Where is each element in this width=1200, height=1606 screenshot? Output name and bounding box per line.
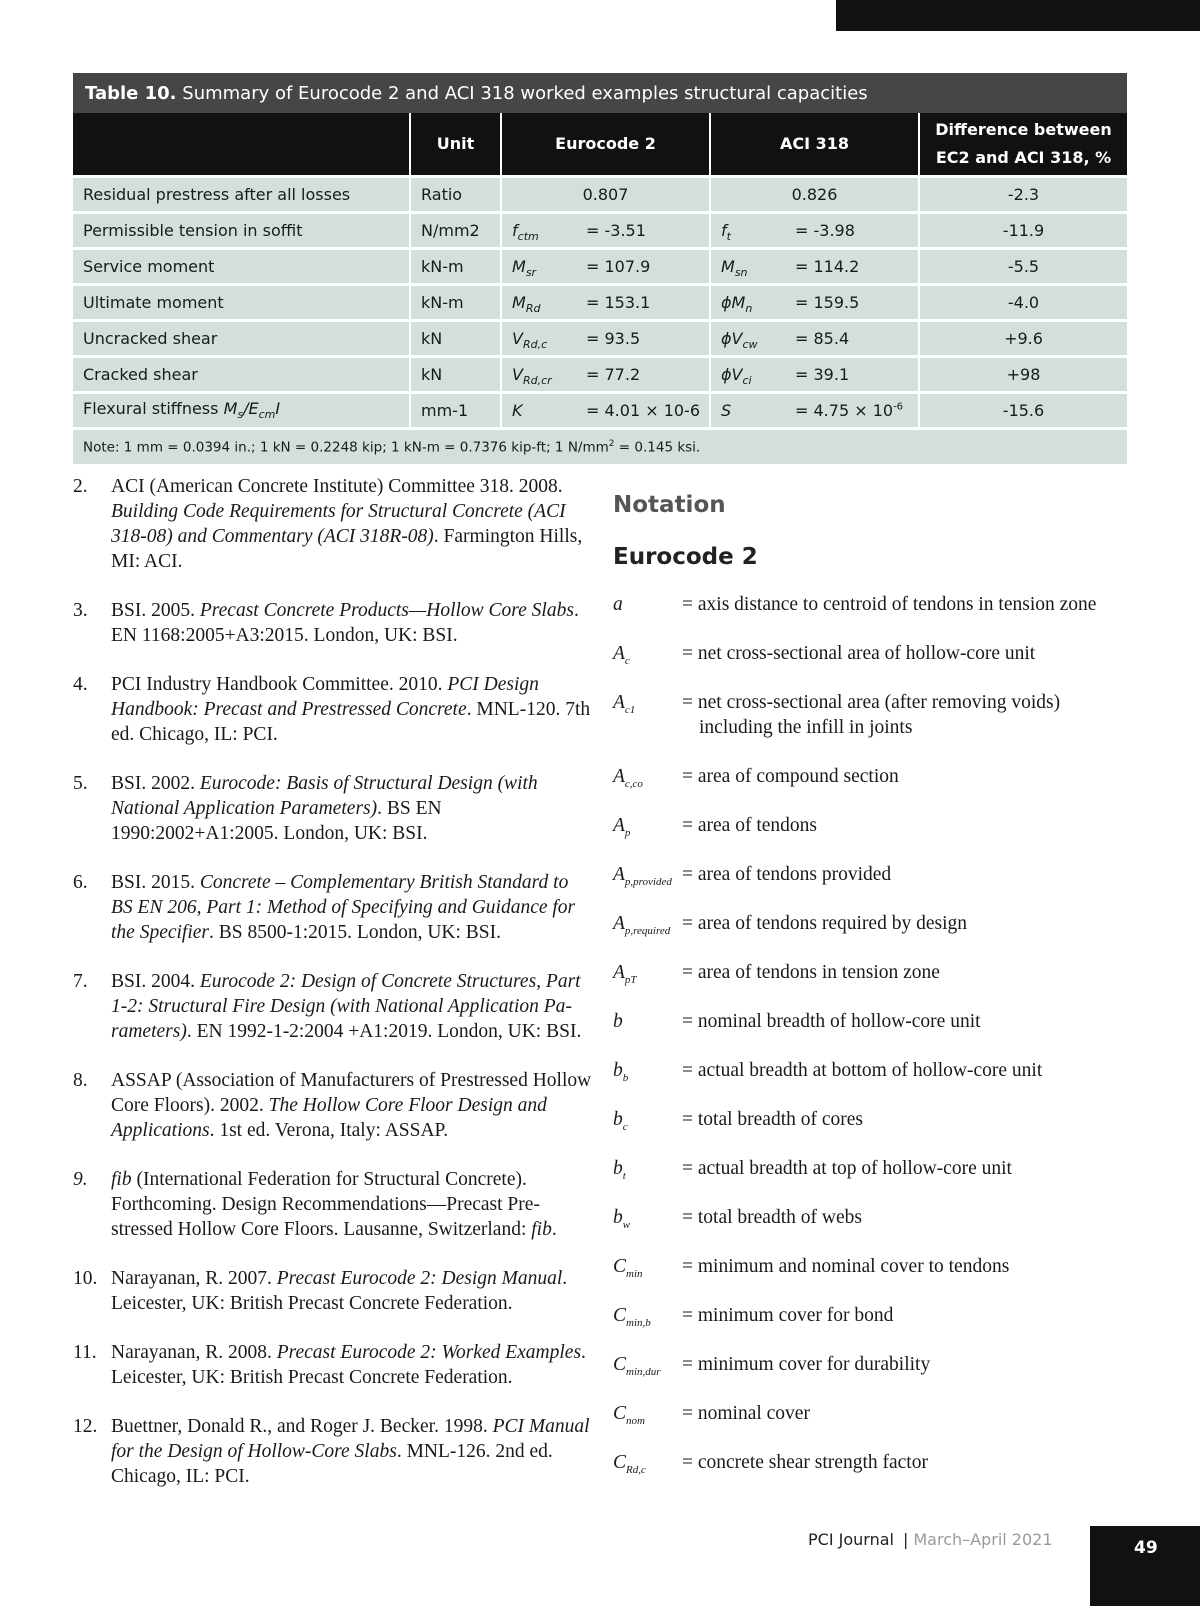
symbol-sub: c,co	[624, 777, 643, 790]
symbol-sub: min,b	[626, 1316, 651, 1329]
notation-definition: = nominal breadth of hollow-core unit	[682, 1011, 981, 1032]
notation-symbol	[613, 1205, 630, 1238]
notation-symbol	[613, 911, 670, 944]
row-ec2-value: 0.807	[501, 177, 710, 213]
aci-symbol: S	[721, 401, 732, 420]
reference-item	[73, 1266, 593, 1316]
notation-item	[613, 690, 1133, 740]
notation-definition: = area of tendons in tension zone	[682, 962, 940, 983]
reference-text-end: . Leicester, UK: British Precast Concrete Federation.	[111, 1268, 568, 1314]
notation-item	[613, 1058, 1133, 1083]
summary-table	[73, 73, 1127, 464]
reference-item	[73, 474, 593, 574]
reference-text: Narayanan, R. 2008.	[111, 1342, 277, 1363]
aci-symbol-sub: n	[745, 302, 753, 316]
aci-symbol-sub: t	[726, 230, 731, 244]
reference-number: 5.	[73, 773, 88, 794]
issue-date: March–April 2021	[913, 1530, 1053, 1549]
top-decorative-bar	[836, 0, 1200, 31]
row-label-formula	[223, 399, 281, 422]
reference-title: Precast Eurocode 2: Design Manual	[276, 1268, 563, 1289]
reference-title-2: fib	[531, 1219, 552, 1240]
reference-text: Narayanan, R. 2007.	[111, 1268, 277, 1289]
symbol-main: A	[613, 913, 625, 934]
symbol-main: A	[613, 692, 625, 713]
aci-symbol-sub: ci	[742, 374, 752, 388]
ec2-value: = 93.5	[586, 329, 641, 348]
notation-definition: = net cross-sectional area of hollow-core unit	[682, 643, 1036, 664]
reference-number: 7.	[73, 971, 88, 992]
notation-definition: = minimum and nominal cover to tendons	[682, 1256, 1010, 1277]
symbol-sub: c	[622, 1120, 628, 1133]
notation-item	[613, 1107, 1133, 1132]
table-note-text-end: = 0.145 ksi.	[614, 439, 701, 456]
symbol-sub: b	[622, 1071, 629, 1084]
symbol-main: C	[613, 1452, 627, 1473]
aci-value	[795, 401, 903, 420]
ec2-symbol	[512, 257, 536, 279]
notation-item	[613, 1352, 1133, 1377]
reference-item	[73, 969, 593, 1044]
ec2-value: = -3.51	[586, 221, 646, 240]
notation-symbol	[613, 1107, 628, 1140]
formula-slash: /	[243, 399, 249, 419]
symbol-main: A	[613, 766, 625, 787]
notation-definition: = minimum cover for durability	[682, 1354, 931, 1375]
ec2-value: = 4.01 × 10-6	[586, 401, 701, 420]
reference-text: BSI. 2015.	[111, 872, 200, 893]
notation-definition: = minimum cover for bond	[682, 1305, 894, 1326]
reference-text-end: . MNL-120. 7th ed. Chicago, IL: PCI.	[111, 699, 591, 745]
reference-title: Precast Concrete Products—Hollow Core Slabs	[199, 600, 574, 621]
symbol-sub: min,dur	[626, 1365, 661, 1378]
row-aci-value: 0.826	[710, 177, 919, 213]
reference-text-end: . 1st ed. Verona, Italy: ASSAP.	[209, 1120, 449, 1141]
page-footer	[808, 1530, 1053, 1549]
notation-symbol	[613, 1450, 646, 1483]
row-unit: kN-m	[410, 249, 501, 285]
notation-symbol	[613, 813, 630, 846]
row-ec2-cell	[501, 213, 710, 249]
ec2-symbol	[512, 293, 540, 315]
symbol-main: A	[613, 643, 625, 664]
notation-symbol	[613, 690, 635, 723]
reference-text-end: . MNL-126. 2nd ed. Chicago, IL: PCI.	[111, 1441, 553, 1487]
ec2-symbol-main: M	[512, 293, 526, 312]
reference-text-end: . EN 1992-1-2:2004 +A1:2019. London, UK: BSI.	[186, 1021, 582, 1042]
symbol-main: b	[613, 1158, 623, 1179]
symbol-main: C	[613, 1403, 627, 1424]
reference-item	[73, 771, 593, 846]
table-row	[73, 321, 1127, 357]
symbol-sub: pT	[624, 973, 637, 986]
ec2-symbol-main: f	[512, 221, 518, 240]
formula-m-sub: s	[237, 408, 244, 422]
row-difference: -2.3	[919, 177, 1127, 213]
ec2-symbol	[512, 329, 547, 351]
table-row	[73, 177, 1127, 213]
ec2-value: = 107.9	[586, 257, 651, 276]
row-ec2-cell	[501, 357, 710, 393]
ec2-symbol: K	[512, 401, 523, 420]
table-caption	[73, 73, 1127, 113]
symbol-sub: Rd,c	[626, 1463, 646, 1476]
table-caption-label: Table 10.	[85, 83, 177, 104]
reference-text-end: . BS 8500-1:2015. London, UK: BSI.	[209, 922, 501, 943]
reference-number: 9.	[73, 1169, 88, 1190]
aci-value: = 159.5	[795, 293, 860, 312]
reference-number: 4.	[73, 674, 88, 695]
row-difference: -15.6	[919, 393, 1127, 429]
formula-i: I	[275, 399, 281, 419]
references-list	[73, 474, 593, 1513]
notation-definition: = area of tendons provided	[682, 864, 892, 885]
symbol-sub: t	[622, 1169, 626, 1182]
aci-symbol	[721, 221, 731, 243]
aci-symbol-sub: cw	[742, 338, 758, 352]
notation-symbol	[613, 1156, 626, 1189]
aci-symbol-main: ϕV	[721, 365, 743, 384]
ec2-symbol	[512, 365, 552, 387]
symbol-main: C	[613, 1354, 627, 1375]
row-difference: -11.9	[919, 213, 1127, 249]
aci-value: = 85.4	[795, 329, 850, 348]
reference-title: Building Code Requirements for Structural Concrete (ACI 318-08) and Commentary (ACI 318R-08)	[111, 501, 566, 547]
reference-title: Precast Eurocode 2: Worked Examples	[276, 1342, 582, 1363]
notation-item	[613, 592, 1133, 617]
notation-item	[613, 641, 1133, 666]
formula-m: M	[223, 399, 238, 419]
reference-text: BSI. 2004.	[111, 971, 200, 992]
symbol-sub: w	[622, 1218, 631, 1231]
formula-e-sub: cm	[258, 408, 276, 422]
reference-number: 12.	[73, 1416, 98, 1437]
ec2-symbol-sub: ctm	[517, 230, 539, 244]
aci-value-base: = 4.75 × 10	[795, 401, 894, 420]
table-row	[73, 285, 1127, 321]
reference-item	[73, 1414, 593, 1489]
table-row	[73, 213, 1127, 249]
symbol-main: A	[613, 962, 625, 983]
ec2-value: = 153.1	[586, 293, 651, 312]
aci-symbol	[721, 257, 748, 279]
aci-symbol	[721, 365, 752, 387]
symbol-main: b	[613, 1060, 623, 1081]
notation-definition: = concrete shear strength factor	[682, 1452, 928, 1473]
row-unit: kN	[410, 357, 501, 393]
header-aci: ACI 318	[710, 113, 919, 177]
aci-symbol	[721, 293, 752, 315]
table-row	[73, 393, 1127, 429]
symbol-sub: p	[624, 826, 631, 839]
symbol-sub: nom	[626, 1414, 645, 1427]
symbol-main: b	[613, 1011, 623, 1032]
aci-symbol-main: f	[721, 221, 727, 240]
row-unit: kN-m	[410, 285, 501, 321]
ec2-symbol	[512, 221, 539, 243]
row-aci-cell	[710, 249, 919, 285]
footer-separator: |	[902, 1530, 909, 1549]
header-blank	[73, 113, 410, 177]
reference-item	[73, 672, 593, 747]
header-difference	[919, 113, 1127, 177]
formula-e: E	[248, 399, 259, 419]
symbol-sub: p,required	[624, 924, 671, 937]
row-difference: -4.0	[919, 285, 1127, 321]
notation-heading: Notation	[613, 492, 726, 518]
row-label: Permissible tension in soffit	[73, 213, 410, 249]
notation-definition: = total breadth of webs	[682, 1207, 862, 1228]
reference-text-mid: (International Federation for Structural Concrete). Forthcoming. Design Recommendations—Precast Prestressed Hollow Core Floors. Lausanne, Switzerland:	[111, 1169, 540, 1240]
notation-item	[613, 960, 1133, 985]
reference-title: Eurocode 2: Design of Concrete Structures, Part 1-2: Structural Fire Design (with National Application Parameters)	[111, 971, 581, 1042]
symbol-main: C	[613, 1305, 627, 1326]
header-difference-line2: EC2 and ACI 318, %	[935, 148, 1112, 167]
reference-text: Buettner, Donald R., and Roger J. Becker. 1998.	[111, 1416, 493, 1437]
header-unit: Unit	[410, 113, 501, 177]
notation-symbol	[613, 764, 643, 797]
notation-symbol	[613, 1303, 651, 1336]
ec2-symbol-main: V	[512, 365, 523, 384]
reference-text-end: . BS EN 1990:2002+A1:2005. London, UK: BSI.	[111, 798, 442, 844]
row-label: Service moment	[73, 249, 410, 285]
capacities-table	[73, 113, 1127, 464]
ec2-symbol-sub: Rd	[525, 302, 541, 316]
notation-definition: = actual breadth at bottom of hollow-core unit	[682, 1060, 1043, 1081]
ec2-value: = 77.2	[586, 365, 641, 384]
notation-symbol	[613, 1058, 628, 1091]
symbol-main: C	[613, 1256, 627, 1277]
symbol-sub: c1	[624, 703, 636, 716]
aci-value: = 114.2	[795, 257, 860, 276]
row-difference: -5.5	[919, 249, 1127, 285]
ec2-symbol-sub: Rd,c	[522, 338, 548, 352]
reference-text-end: .	[551, 1219, 557, 1240]
notation-symbol	[613, 960, 637, 993]
notation-definition: = area of tendons required by design	[682, 913, 967, 934]
table-header-row	[73, 113, 1127, 177]
journal-name: PCI Journal	[808, 1530, 894, 1549]
notation-section	[613, 492, 1133, 1499]
row-label-text: Flexural stiffness	[83, 399, 219, 419]
reference-title: Concrete – Complementary British Standard to BS EN 206, Part 1: Method of Specifying and Guidance for the Specifier	[111, 872, 576, 943]
reference-title: PCI Manual for the Design of Hollow-Core Slabs	[111, 1416, 590, 1462]
row-unit: kN	[410, 321, 501, 357]
notation-item	[613, 1254, 1133, 1279]
table-row	[73, 249, 1127, 285]
symbol-sub: p,provided	[624, 875, 672, 888]
notation-definition: = net cross-sectional area (after removing voids) including the infill in joints	[682, 692, 1061, 738]
row-unit: N/mm2	[410, 213, 501, 249]
row-label: Uncracked shear	[73, 321, 410, 357]
reference-text: BSI. 2002.	[111, 773, 200, 794]
notation-symbol	[613, 1401, 645, 1434]
aci-value: = -3.98	[795, 221, 855, 240]
notation-item	[613, 1401, 1133, 1426]
symbol-main: b	[613, 1207, 623, 1228]
table-note-text: Note: 1 mm = 0.0394 in.; 1 kN = 0.2248 kip; 1 kN-m = 0.7376 kip-ft; 1 N/mm	[83, 439, 609, 456]
notation-symbol	[613, 592, 623, 625]
row-aci-cell	[710, 213, 919, 249]
notation-definitions	[613, 592, 1133, 1475]
aci-value-exponent: -6	[893, 401, 904, 413]
reference-text: ACI (American Concrete Institute) Committee 318. 2008.	[111, 476, 563, 497]
reference-item	[73, 1167, 593, 1242]
notation-item	[613, 764, 1133, 789]
ec2-symbol-sub: sr	[525, 266, 537, 280]
aci-symbol	[721, 329, 758, 351]
row-difference: +98	[919, 357, 1127, 393]
ec2-symbol-main: V	[512, 329, 523, 348]
symbol-main: A	[613, 815, 625, 836]
reference-number: 2.	[73, 476, 88, 497]
row-aci-cell	[710, 285, 919, 321]
notation-item	[613, 911, 1133, 936]
reference-text: ASSAP (Association of Manufacturers of Prestressed Hollow Core Floors). 2002.	[111, 1070, 592, 1116]
aci-symbol-main: ϕM	[721, 293, 746, 312]
row-aci-cell	[710, 321, 919, 357]
notation-symbol	[613, 1009, 623, 1042]
symbol-main: A	[613, 864, 625, 885]
row-unit: Ratio	[410, 177, 501, 213]
notation-item	[613, 813, 1133, 838]
ec2-symbol-main: M	[512, 257, 526, 276]
aci-symbol-main: ϕV	[721, 329, 743, 348]
eurocode-subheading: Eurocode 2	[613, 544, 758, 570]
row-label: Residual prestress after all losses	[73, 177, 410, 213]
reference-text: PCI Industry Handbook Committee. 2010.	[111, 674, 448, 695]
reference-number: 8.	[73, 1070, 88, 1091]
notation-definition: = total breadth of cores	[682, 1109, 864, 1130]
row-unit: mm-1	[410, 393, 501, 429]
page-number-box	[1090, 1526, 1200, 1606]
row-aci-cell	[710, 393, 919, 429]
notation-symbol	[613, 862, 672, 895]
reference-title: The Hollow Core Floor Design and Applications	[111, 1095, 547, 1141]
row-ec2-cell	[501, 321, 710, 357]
reference-item	[73, 1340, 593, 1390]
notation-symbol	[613, 1352, 661, 1385]
table-note-sup: 2	[608, 438, 615, 449]
header-difference-line1: Difference between	[935, 120, 1112, 139]
table-note-row	[73, 429, 1127, 465]
symbol-main: a	[613, 594, 623, 615]
symbol-sub: c	[624, 654, 630, 667]
notation-item	[613, 1303, 1133, 1328]
row-difference: +9.6	[919, 321, 1127, 357]
row-label: Ultimate moment	[73, 285, 410, 321]
table-row	[73, 357, 1127, 393]
reference-title: Eurocode: Basis of Structural Design (with National Application Parameters)	[111, 773, 538, 819]
reference-text: BSI. 2005.	[111, 600, 200, 621]
notation-item	[613, 1009, 1133, 1034]
page-number: 49	[1134, 1538, 1158, 1558]
reference-number: 11.	[73, 1342, 97, 1363]
notation-definition: = area of compound section	[682, 766, 899, 787]
reference-title: fib	[111, 1169, 132, 1190]
notation-definition: = area of tendons	[682, 815, 817, 836]
reference-number: 10.	[73, 1268, 98, 1289]
notation-item	[613, 1450, 1133, 1475]
symbol-sub: min	[626, 1267, 643, 1280]
symbol-main: b	[613, 1109, 623, 1130]
notation-item	[613, 862, 1133, 887]
aci-value: = 39.1	[795, 365, 850, 384]
row-ec2-cell	[501, 249, 710, 285]
reference-number: 6.	[73, 872, 88, 893]
reference-item	[73, 870, 593, 945]
reference-item	[73, 1068, 593, 1143]
notation-definition: = actual breadth at top of hollow-core unit	[682, 1158, 1012, 1179]
row-label	[73, 393, 410, 429]
reference-text-end: . Leicester, UK: British Precast Concrete Federation.	[111, 1342, 586, 1388]
row-aci-cell	[710, 357, 919, 393]
row-label: Cracked shear	[73, 357, 410, 393]
header-eurocode: Eurocode 2	[501, 113, 710, 177]
table-note	[73, 429, 1127, 465]
aci-symbol-sub: sn	[734, 266, 748, 280]
notation-symbol	[613, 641, 630, 674]
aci-symbol-main: M	[721, 257, 735, 276]
notation-definition: = axis distance to centroid of tendons in tension zone	[682, 594, 1097, 615]
reference-text-end: . Farmington Hills, MI: ACI.	[111, 526, 583, 572]
reference-item	[73, 598, 593, 648]
notation-item	[613, 1156, 1133, 1181]
notation-symbol	[613, 1254, 643, 1287]
row-ec2-cell	[501, 393, 710, 429]
reference-text-end: . EN 1168:2005+A3:2015. London, UK: BSI.	[111, 600, 579, 646]
reference-title: PCI Design Handbook: Precast and Prestressed Concrete	[111, 674, 539, 720]
table-caption-text: Summary of Eurocode 2 and ACI 318 worked examples structural capacities	[182, 83, 868, 104]
notation-definition: = nominal cover	[682, 1403, 810, 1424]
row-ec2-cell	[501, 285, 710, 321]
reference-number: 3.	[73, 600, 88, 621]
notation-item	[613, 1205, 1133, 1230]
ec2-symbol-sub: Rd,cr	[522, 374, 552, 388]
